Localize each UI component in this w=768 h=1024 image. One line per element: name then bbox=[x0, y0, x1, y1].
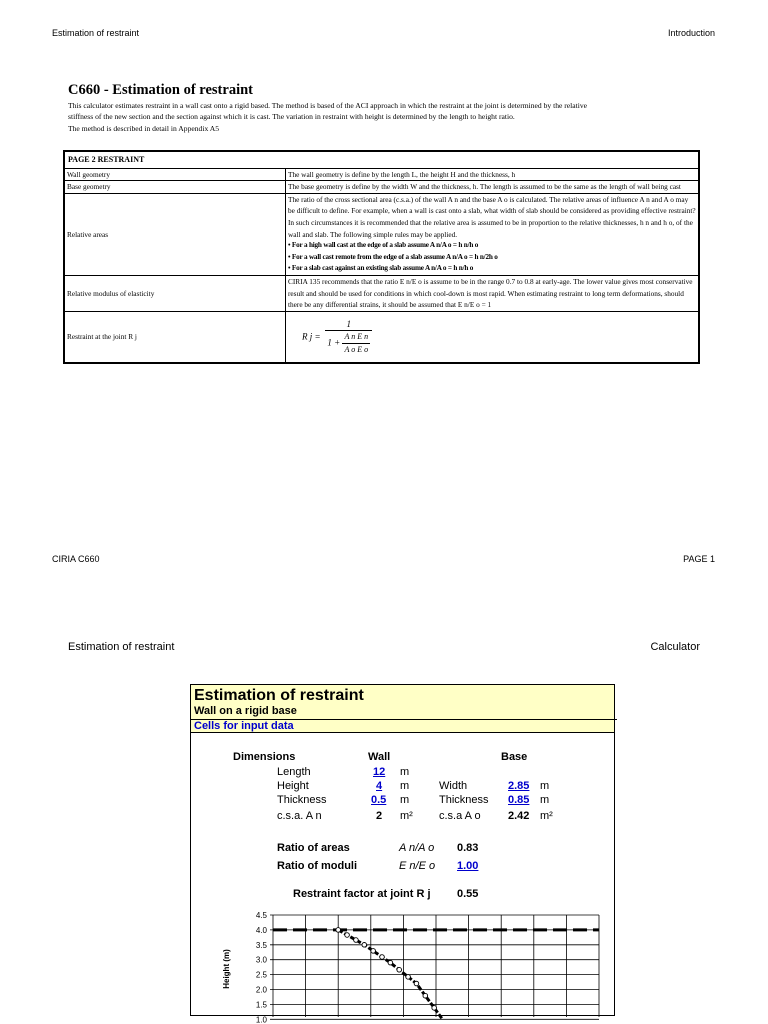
restraint-height-chart bbox=[191, 907, 614, 1024]
row-label: Base geometry bbox=[64, 181, 286, 194]
csa-unit: m² bbox=[400, 810, 413, 822]
wall-column-label: Wall bbox=[368, 751, 391, 763]
page-footer-right: PAGE 1 bbox=[683, 554, 715, 564]
base-thickness-label: Thickness bbox=[439, 794, 489, 806]
page2-header-right: Calculator bbox=[650, 641, 700, 653]
base-column-label: Base bbox=[501, 751, 528, 763]
table-row bbox=[64, 311, 699, 363]
dimensions-label: Dimensions bbox=[233, 751, 296, 763]
thickness-unit: m bbox=[400, 794, 410, 806]
ratio-moduli-symbol: E n/E o bbox=[399, 860, 436, 872]
csa-value: 2 bbox=[376, 810, 383, 822]
row-label: Relative modulus of elasticity bbox=[64, 275, 286, 311]
width-label: Width bbox=[439, 780, 468, 792]
calculator-subtitle: Wall on a rigid base bbox=[194, 705, 297, 717]
restraint-table bbox=[63, 150, 700, 364]
row-label: Restraint at the joint R j bbox=[64, 311, 286, 363]
y-tick-label: 1.0 bbox=[255, 1015, 267, 1024]
intro-line: The method is described in detail in Appendix A5 bbox=[68, 123, 220, 133]
row-label: Relative areas bbox=[64, 193, 286, 275]
table-heading: PAGE 2 RESTRAINT bbox=[64, 151, 699, 168]
cells-note: Cells for input data bbox=[194, 720, 294, 732]
formula-cell bbox=[286, 311, 700, 363]
profile-point bbox=[432, 1006, 437, 1011]
restraint-factor-label: Restraint factor at joint R j bbox=[293, 888, 431, 900]
ratio-moduli-input[interactable]: 1.00 bbox=[457, 860, 479, 872]
intro-line: This calculator estimates restraint in a wall cast onto a rigid based. The method is based of the ACI approach in which the restraint at the joint is determined by the relative bbox=[68, 101, 588, 110]
table-row bbox=[64, 275, 699, 311]
page-header-right: Introduction bbox=[667, 28, 715, 38]
page-footer-left: CIRIA C660 bbox=[52, 554, 100, 564]
base-csa-unit: m² bbox=[540, 810, 553, 822]
formula-inner-den: A o E o bbox=[344, 344, 369, 354]
base-thickness-input[interactable]: 0.85 bbox=[508, 794, 530, 806]
table-row bbox=[64, 193, 699, 275]
y-tick-label: 4.5 bbox=[255, 911, 267, 920]
profile-point bbox=[388, 960, 393, 965]
ratio-areas-value: 0.83 bbox=[457, 842, 479, 854]
intro-text bbox=[68, 100, 708, 134]
formula-lhs: R j = bbox=[302, 331, 321, 342]
profile-point bbox=[336, 928, 341, 933]
profile-point bbox=[406, 975, 411, 980]
profile-point bbox=[380, 955, 385, 960]
y-tick-label: 1.5 bbox=[255, 1000, 267, 1010]
width-unit: m bbox=[540, 780, 550, 792]
width-input[interactable]: 2.85 bbox=[508, 780, 530, 792]
base-csa-value: 2.42 bbox=[508, 810, 530, 822]
formula-denominator bbox=[325, 331, 372, 355]
height-unit: m bbox=[400, 780, 410, 792]
profile-point bbox=[354, 938, 359, 943]
y-tick-label: 3.0 bbox=[255, 955, 267, 965]
length-input[interactable]: 12 bbox=[373, 766, 386, 778]
length-unit: m bbox=[400, 766, 410, 778]
row-text: The base geometry is define by the width W and the thickness, h. The length is assumed to be the same as the length of wall being cast bbox=[286, 181, 700, 194]
profile-point bbox=[371, 949, 376, 954]
profile-point bbox=[362, 943, 367, 948]
ratio-moduli-label: Ratio of moduli bbox=[277, 860, 358, 872]
height-input[interactable]: 4 bbox=[376, 780, 383, 792]
row-text: The wall geometry is define by the length L, the height H and the thickness, h bbox=[286, 168, 700, 181]
calculator-panel bbox=[190, 684, 615, 1024]
y-tick-label: 2.5 bbox=[255, 970, 267, 980]
calculator-title: Estimation of restraint bbox=[194, 687, 364, 704]
formula-inner-num: A n E n bbox=[342, 331, 370, 344]
base-thickness-unit: m bbox=[540, 794, 550, 806]
height-label: Height bbox=[277, 780, 309, 792]
formula-den-lead: 1 + bbox=[327, 337, 341, 348]
row-label: Wall geometry bbox=[64, 168, 286, 181]
bullet-item: • For a slab cast against an existing slab assume A n/A o = h n/h o bbox=[288, 264, 474, 273]
bullet-item: • For a wall cast remote from the edge of a slab assume A n/A o = h n/2h o bbox=[288, 252, 498, 261]
base-csa-label: c.s.a A o bbox=[439, 810, 481, 822]
length-label: Length bbox=[277, 766, 311, 778]
intro-line: stiffness of the new section and the section against which it is cast. The variation in restraint with height is determined by the length to height ratio. bbox=[68, 112, 515, 122]
ratio-areas-symbol: A n/A o bbox=[399, 842, 435, 854]
row-cell bbox=[286, 193, 700, 275]
page2-header-left: Estimation of restraint bbox=[68, 641, 175, 653]
thickness-input[interactable]: 0.5 bbox=[371, 794, 387, 806]
profile-point bbox=[414, 981, 419, 986]
table-row bbox=[64, 168, 699, 181]
formula-numerator: 1 bbox=[325, 319, 372, 332]
row-text: CIRIA 135 recommends that the ratio E n/E o is assume to be in the range 0.7 to 0.8 at early-age. The lower value gives most conservative result and should be used for conditions in which cool-down is most rapid. When estimating restraint to long term deformations, should there be any differential strains, it should be assumed that E n/E o = 1 bbox=[286, 275, 700, 311]
y-axis-label: Height (m) bbox=[222, 949, 231, 989]
y-tick-label: 3.5 bbox=[255, 940, 267, 950]
csa-label: c.s.a. A n bbox=[277, 810, 322, 822]
restraint-formula bbox=[325, 319, 372, 356]
profile-point bbox=[423, 993, 428, 998]
profile-point bbox=[397, 967, 402, 972]
page-title: C660 - Estimation of restraint bbox=[68, 82, 253, 98]
bullet-item: • For a high wall cast at the edge of a slab assume A n/A o = h n/h o bbox=[288, 241, 479, 250]
formula-inner-frac bbox=[342, 331, 370, 355]
page-header-left: Estimation of restraint bbox=[52, 28, 140, 38]
table-row bbox=[64, 181, 699, 194]
profile-point bbox=[345, 933, 350, 938]
restraint-factor-value: 0.55 bbox=[457, 888, 479, 900]
cells-note-row bbox=[191, 719, 617, 733]
y-tick-label: 4.0 bbox=[255, 925, 267, 935]
ratio-areas-label: Ratio of areas bbox=[277, 842, 350, 854]
thickness-label: Thickness bbox=[277, 794, 327, 806]
y-tick-label: 2.0 bbox=[255, 985, 267, 995]
row-text: The ratio of the cross sectional area (c.s.a.) of the wall A n and the base A o is calculated. The relative areas of influence A n and A o may be difficult to define. For example, when a wall is cast onto a slab, what width of slab should be considered as providing effective restraint? In such circumstances it is recommended that the relative area is assumed to be in proportion to the relative thicknesses, h n and h o, of the wall and slab. The following simple rules may be applied. bbox=[288, 194, 696, 239]
